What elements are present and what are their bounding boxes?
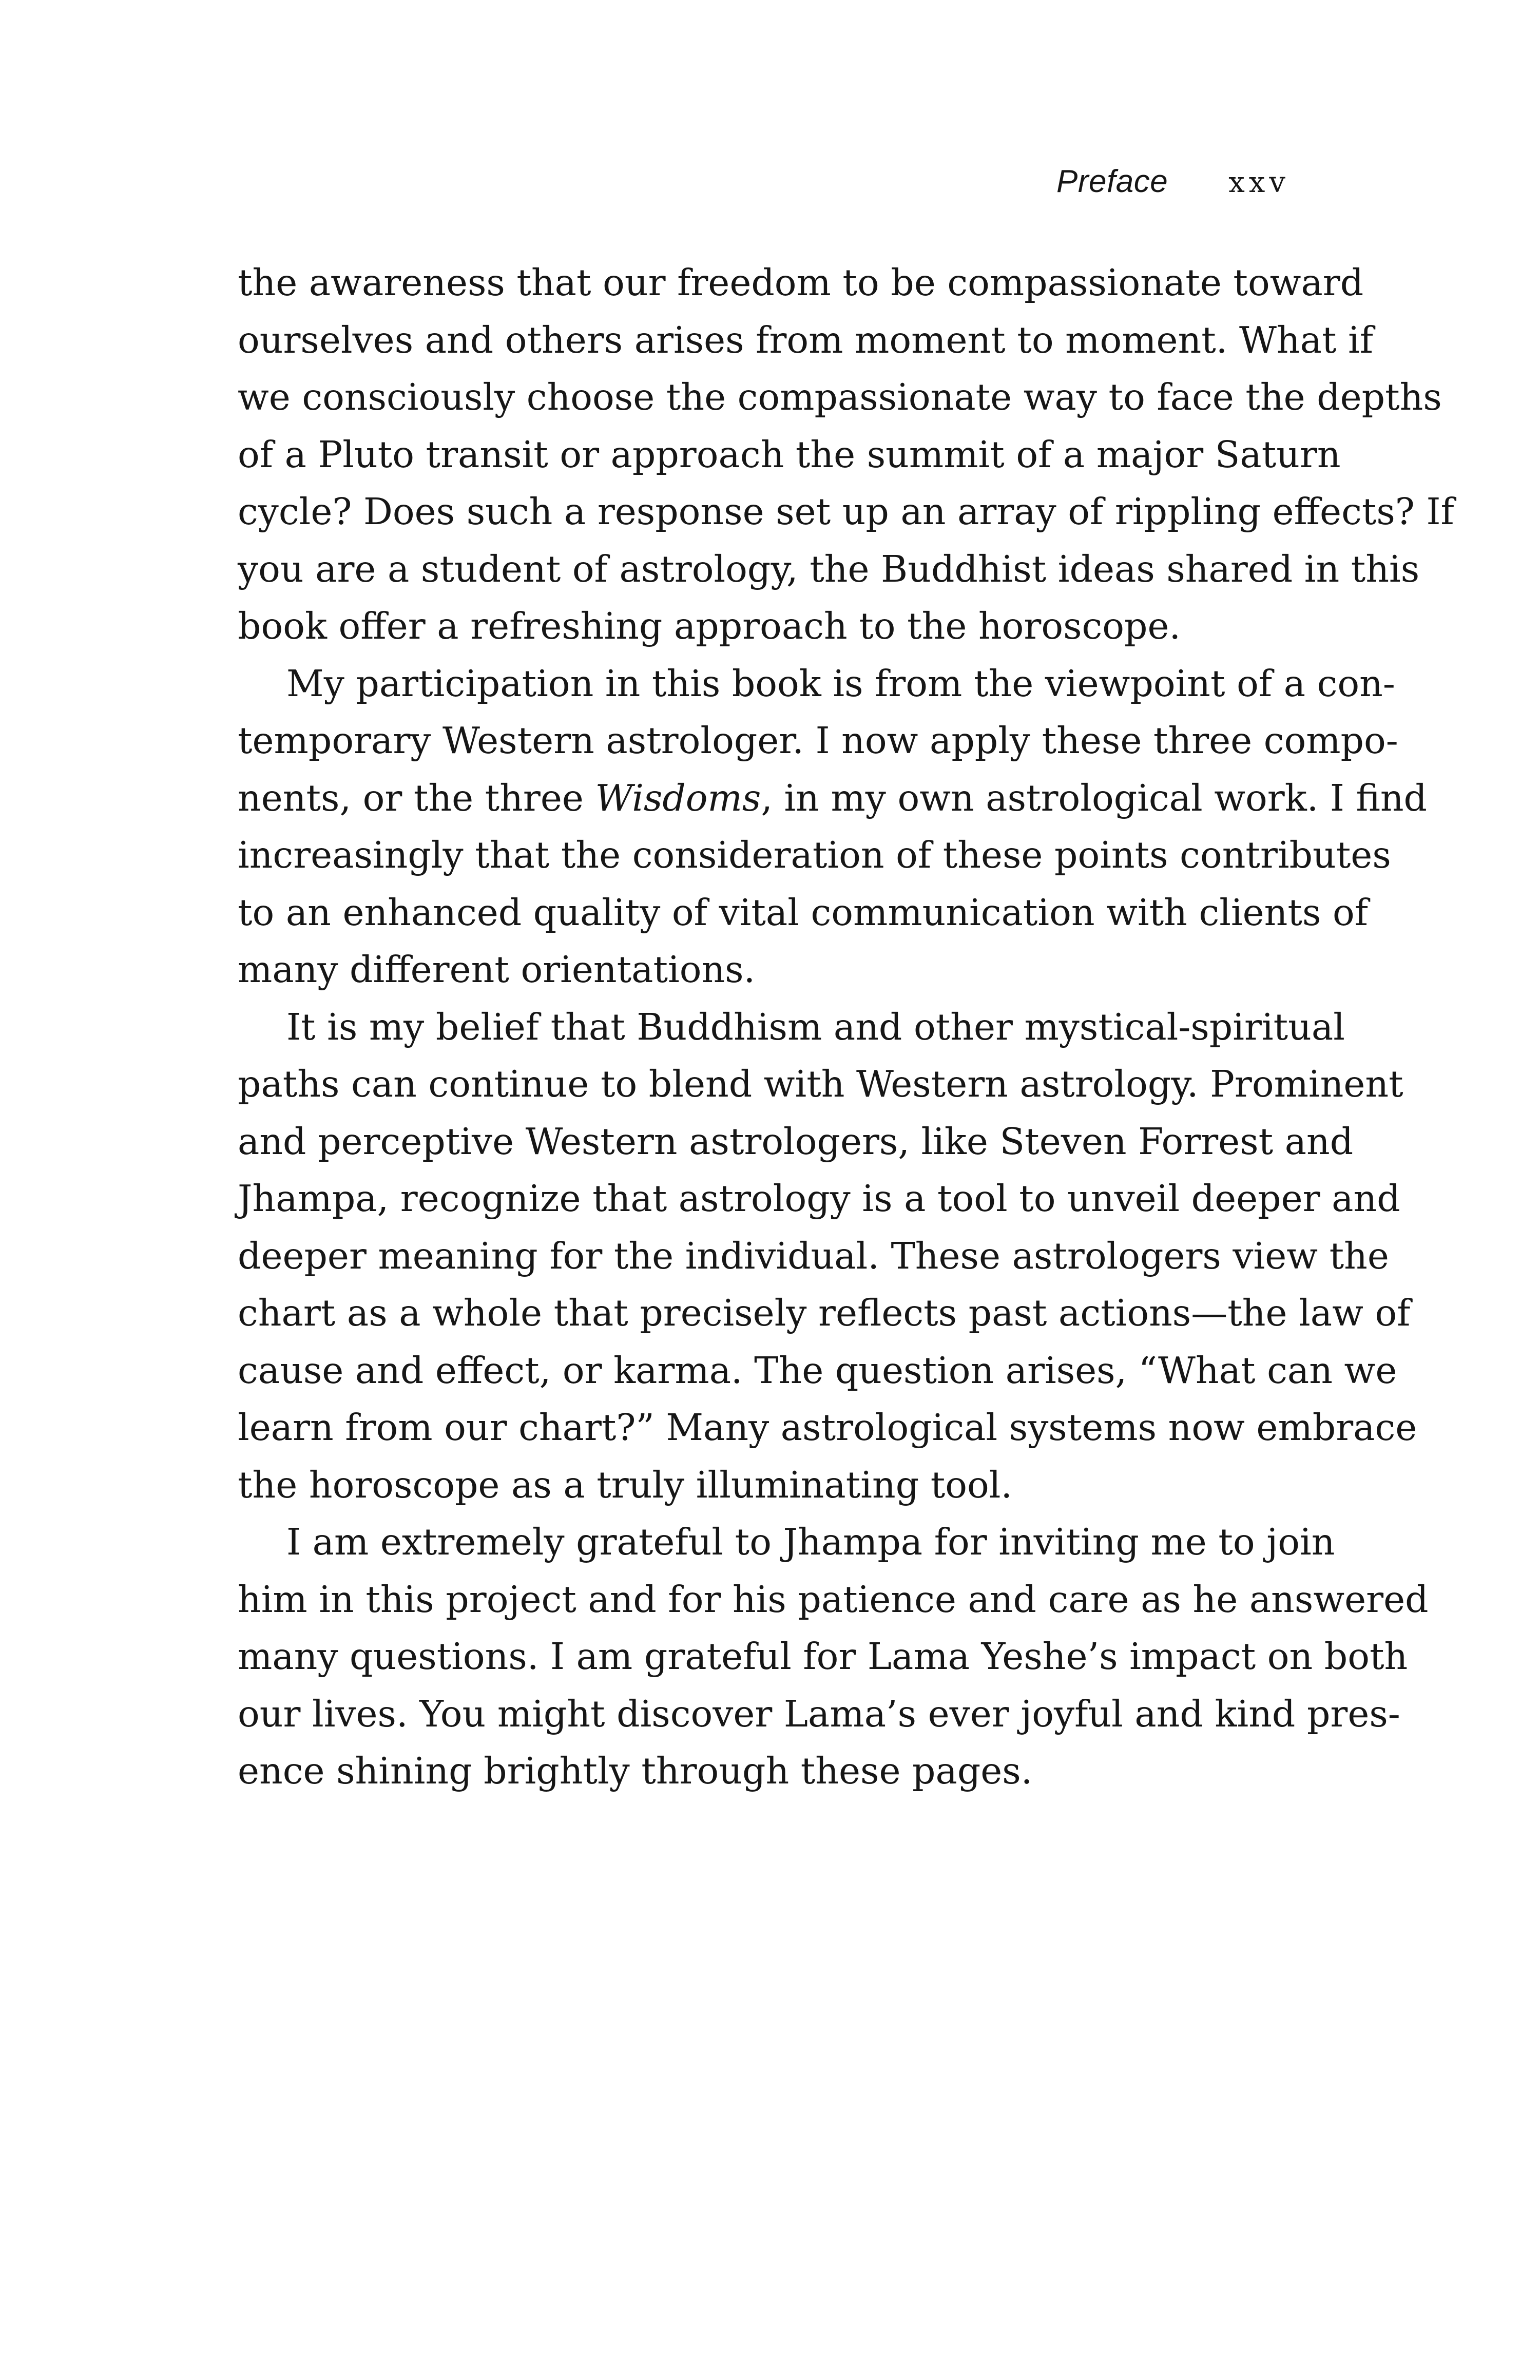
running-title: Preface xyxy=(1056,164,1168,199)
italic-term: Wisdoms xyxy=(595,776,761,819)
text-line: many questions. I am grateful for Lama Yeshe’s impact on both xyxy=(238,1635,1408,1678)
page-number: xxv xyxy=(1228,166,1289,199)
text-line: chart as a whole that precisely reflects past actions—the law of xyxy=(238,1292,1411,1334)
text-line: our lives. You might discover Lama’s ever joyful and kind pres- xyxy=(238,1692,1400,1735)
text-line: increasingly that the consideration of these points contributes xyxy=(238,834,1391,876)
text-line: you are a student of astrology, the Buddhist ideas shared in this xyxy=(238,547,1420,590)
text-line: many different orientations. xyxy=(238,948,756,991)
text-line: book offer a refreshing approach to the horoscope. xyxy=(238,605,1181,647)
text-line: temporary Western astrologer. I now apply these three compo- xyxy=(238,719,1398,762)
paragraph-4 xyxy=(238,1513,1429,1800)
paragraph-2 xyxy=(238,655,1428,999)
body-text xyxy=(238,254,1454,1800)
text-line-with-italic: nents, or the three Wisdoms, in my own astrological work. I find xyxy=(238,776,1428,819)
running-head xyxy=(1056,163,1289,204)
text-line: learn from our chart?” Many astrological systems now embrace xyxy=(238,1406,1417,1449)
text-line: to an enhanced quality of vital communication with clients of xyxy=(238,891,1368,934)
text-line: and perceptive Western astrologers, like Steven Forrest and xyxy=(238,1120,1354,1163)
text-line: ourselves and others arises from moment to moment. What if xyxy=(238,318,1374,361)
text-line: the horoscope as a truly illuminating tool. xyxy=(238,1463,1013,1506)
text-line: It is my belief that Buddhism and other mystical-spiritual xyxy=(286,1005,1345,1048)
text-line: we consciously choose the compassionate way to face the depths xyxy=(238,376,1442,418)
paragraph-3 xyxy=(238,999,1417,1514)
text-line: deeper meaning for the individual. These astrologers view the xyxy=(238,1234,1389,1277)
text-line: My participation in this book is from the viewpoint of a con- xyxy=(286,662,1395,705)
text-line: I am extremely grateful to Jhampa for inviting me to join xyxy=(286,1521,1335,1563)
text-line: of a Pluto transit or approach the summit of a major Saturn xyxy=(238,433,1341,476)
text-line: ence shining brightly through these pages. xyxy=(238,1750,1033,1792)
text-line: the awareness that our freedom to be compassionate toward xyxy=(238,261,1364,304)
paragraph-1 xyxy=(238,254,1454,655)
text-line: paths can continue to blend with Western astrology. Prominent xyxy=(238,1063,1403,1105)
text-line: cycle? Does such a response set up an array of rippling effects? If xyxy=(238,490,1454,533)
text-line: him in this project and for his patience and care as he answered xyxy=(238,1578,1429,1621)
text-line: Jhampa, recognize that astrology is a tool to unveil deeper and xyxy=(238,1177,1400,1220)
text-line: cause and effect, or karma. The question arises, “What can we xyxy=(238,1349,1397,1392)
